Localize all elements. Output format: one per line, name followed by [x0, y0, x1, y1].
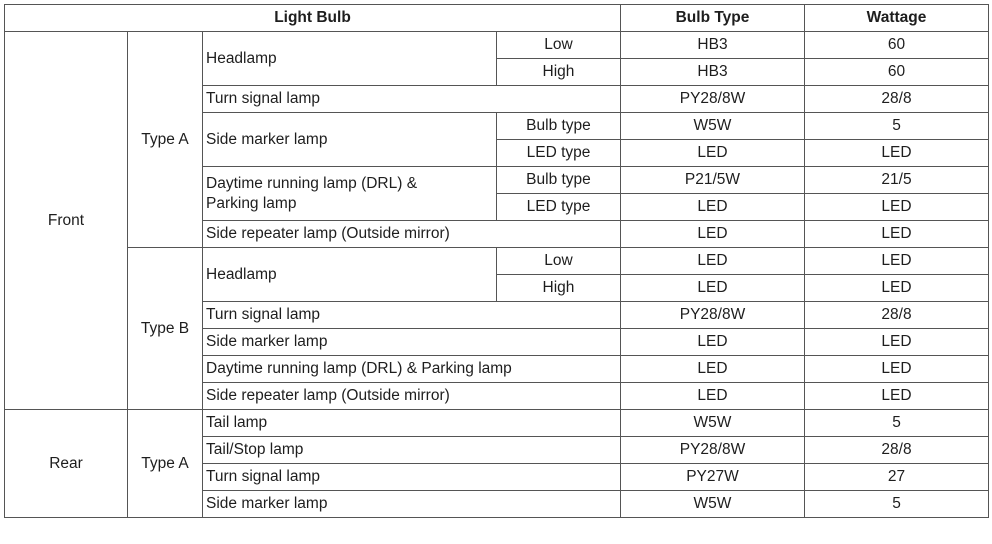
sub-type: Low [497, 32, 621, 59]
lamp-name: Headlamp [203, 32, 497, 86]
wattage-cell: 21/5 [805, 167, 989, 194]
bulb-type-cell: P21/5W [621, 167, 805, 194]
wattage-cell: 5 [805, 410, 989, 437]
lamp-name: Tail lamp [203, 410, 621, 437]
header-wattage: Wattage [805, 5, 989, 32]
wattage-cell: 28/8 [805, 302, 989, 329]
wattage-cell: 28/8 [805, 86, 989, 113]
sub-type: Bulb type [497, 167, 621, 194]
bulb-type-cell: LED [621, 140, 805, 167]
lamp-name-line: Daytime running lamp (DRL) & [206, 174, 418, 192]
sub-type: LED type [497, 194, 621, 221]
bulb-type-cell: LED [621, 329, 805, 356]
wattage-cell: 60 [805, 59, 989, 86]
header-bulb-type: Bulb Type [621, 5, 805, 32]
wattage-cell: LED [805, 248, 989, 275]
lamp-name: Side repeater lamp (Outside mirror) [203, 383, 621, 410]
type-label: Type A [128, 32, 203, 248]
bulb-type-cell: LED [621, 383, 805, 410]
group-rear: Rear [5, 410, 128, 518]
bulb-type-cell: W5W [621, 410, 805, 437]
wattage-cell: LED [805, 329, 989, 356]
lamp-name: Tail/Stop lamp [203, 437, 621, 464]
lamp-name: Headlamp [203, 248, 497, 302]
wattage-cell: LED [805, 356, 989, 383]
lamp-name: Side repeater lamp (Outside mirror) [203, 221, 621, 248]
lamp-name: Turn signal lamp [203, 464, 621, 491]
bulb-type-cell: PY28/8W [621, 86, 805, 113]
sub-type: High [497, 275, 621, 302]
light-bulb-spec-table [4, 4, 989, 518]
lamp-name: Side marker lamp [203, 491, 621, 518]
bulb-type-cell: LED [621, 248, 805, 275]
lamp-name: Side marker lamp [203, 329, 621, 356]
bulb-type-cell: PY28/8W [621, 302, 805, 329]
wattage-cell: 28/8 [805, 437, 989, 464]
group-front: Front [5, 32, 128, 410]
bulb-type-cell: LED [621, 194, 805, 221]
wattage-cell: LED [805, 275, 989, 302]
sub-type: LED type [497, 140, 621, 167]
lamp-name: Daytime running lamp (DRL) & Parking lamp [203, 356, 621, 383]
wattage-cell: LED [805, 383, 989, 410]
sub-type: Bulb type [497, 113, 621, 140]
bulb-type-cell: LED [621, 221, 805, 248]
wattage-cell: 5 [805, 113, 989, 140]
header-row [5, 5, 989, 32]
bulb-type-cell: PY28/8W [621, 437, 805, 464]
lamp-name [203, 167, 497, 221]
wattage-cell: 60 [805, 32, 989, 59]
sub-type: Low [497, 248, 621, 275]
table-row [5, 32, 989, 59]
lamp-name: Turn signal lamp [203, 302, 621, 329]
wattage-cell: 5 [805, 491, 989, 518]
wattage-cell: LED [805, 140, 989, 167]
lamp-name-line: Parking lamp [206, 194, 297, 212]
type-label: Type B [128, 248, 203, 410]
lamp-name: Turn signal lamp [203, 86, 621, 113]
sub-type: High [497, 59, 621, 86]
bulb-type-cell: HB3 [621, 32, 805, 59]
wattage-cell: 27 [805, 464, 989, 491]
bulb-type-cell: LED [621, 275, 805, 302]
type-label: Type A [128, 410, 203, 518]
lamp-name: Side marker lamp [203, 113, 497, 167]
table-row [5, 410, 989, 437]
table-row [5, 248, 989, 275]
wattage-cell: LED [805, 194, 989, 221]
bulb-type-cell: HB3 [621, 59, 805, 86]
bulb-type-cell: W5W [621, 491, 805, 518]
header-light-bulb: Light Bulb [5, 5, 621, 32]
bulb-type-cell: LED [621, 356, 805, 383]
bulb-type-cell: PY27W [621, 464, 805, 491]
wattage-cell: LED [805, 221, 989, 248]
bulb-type-cell: W5W [621, 113, 805, 140]
